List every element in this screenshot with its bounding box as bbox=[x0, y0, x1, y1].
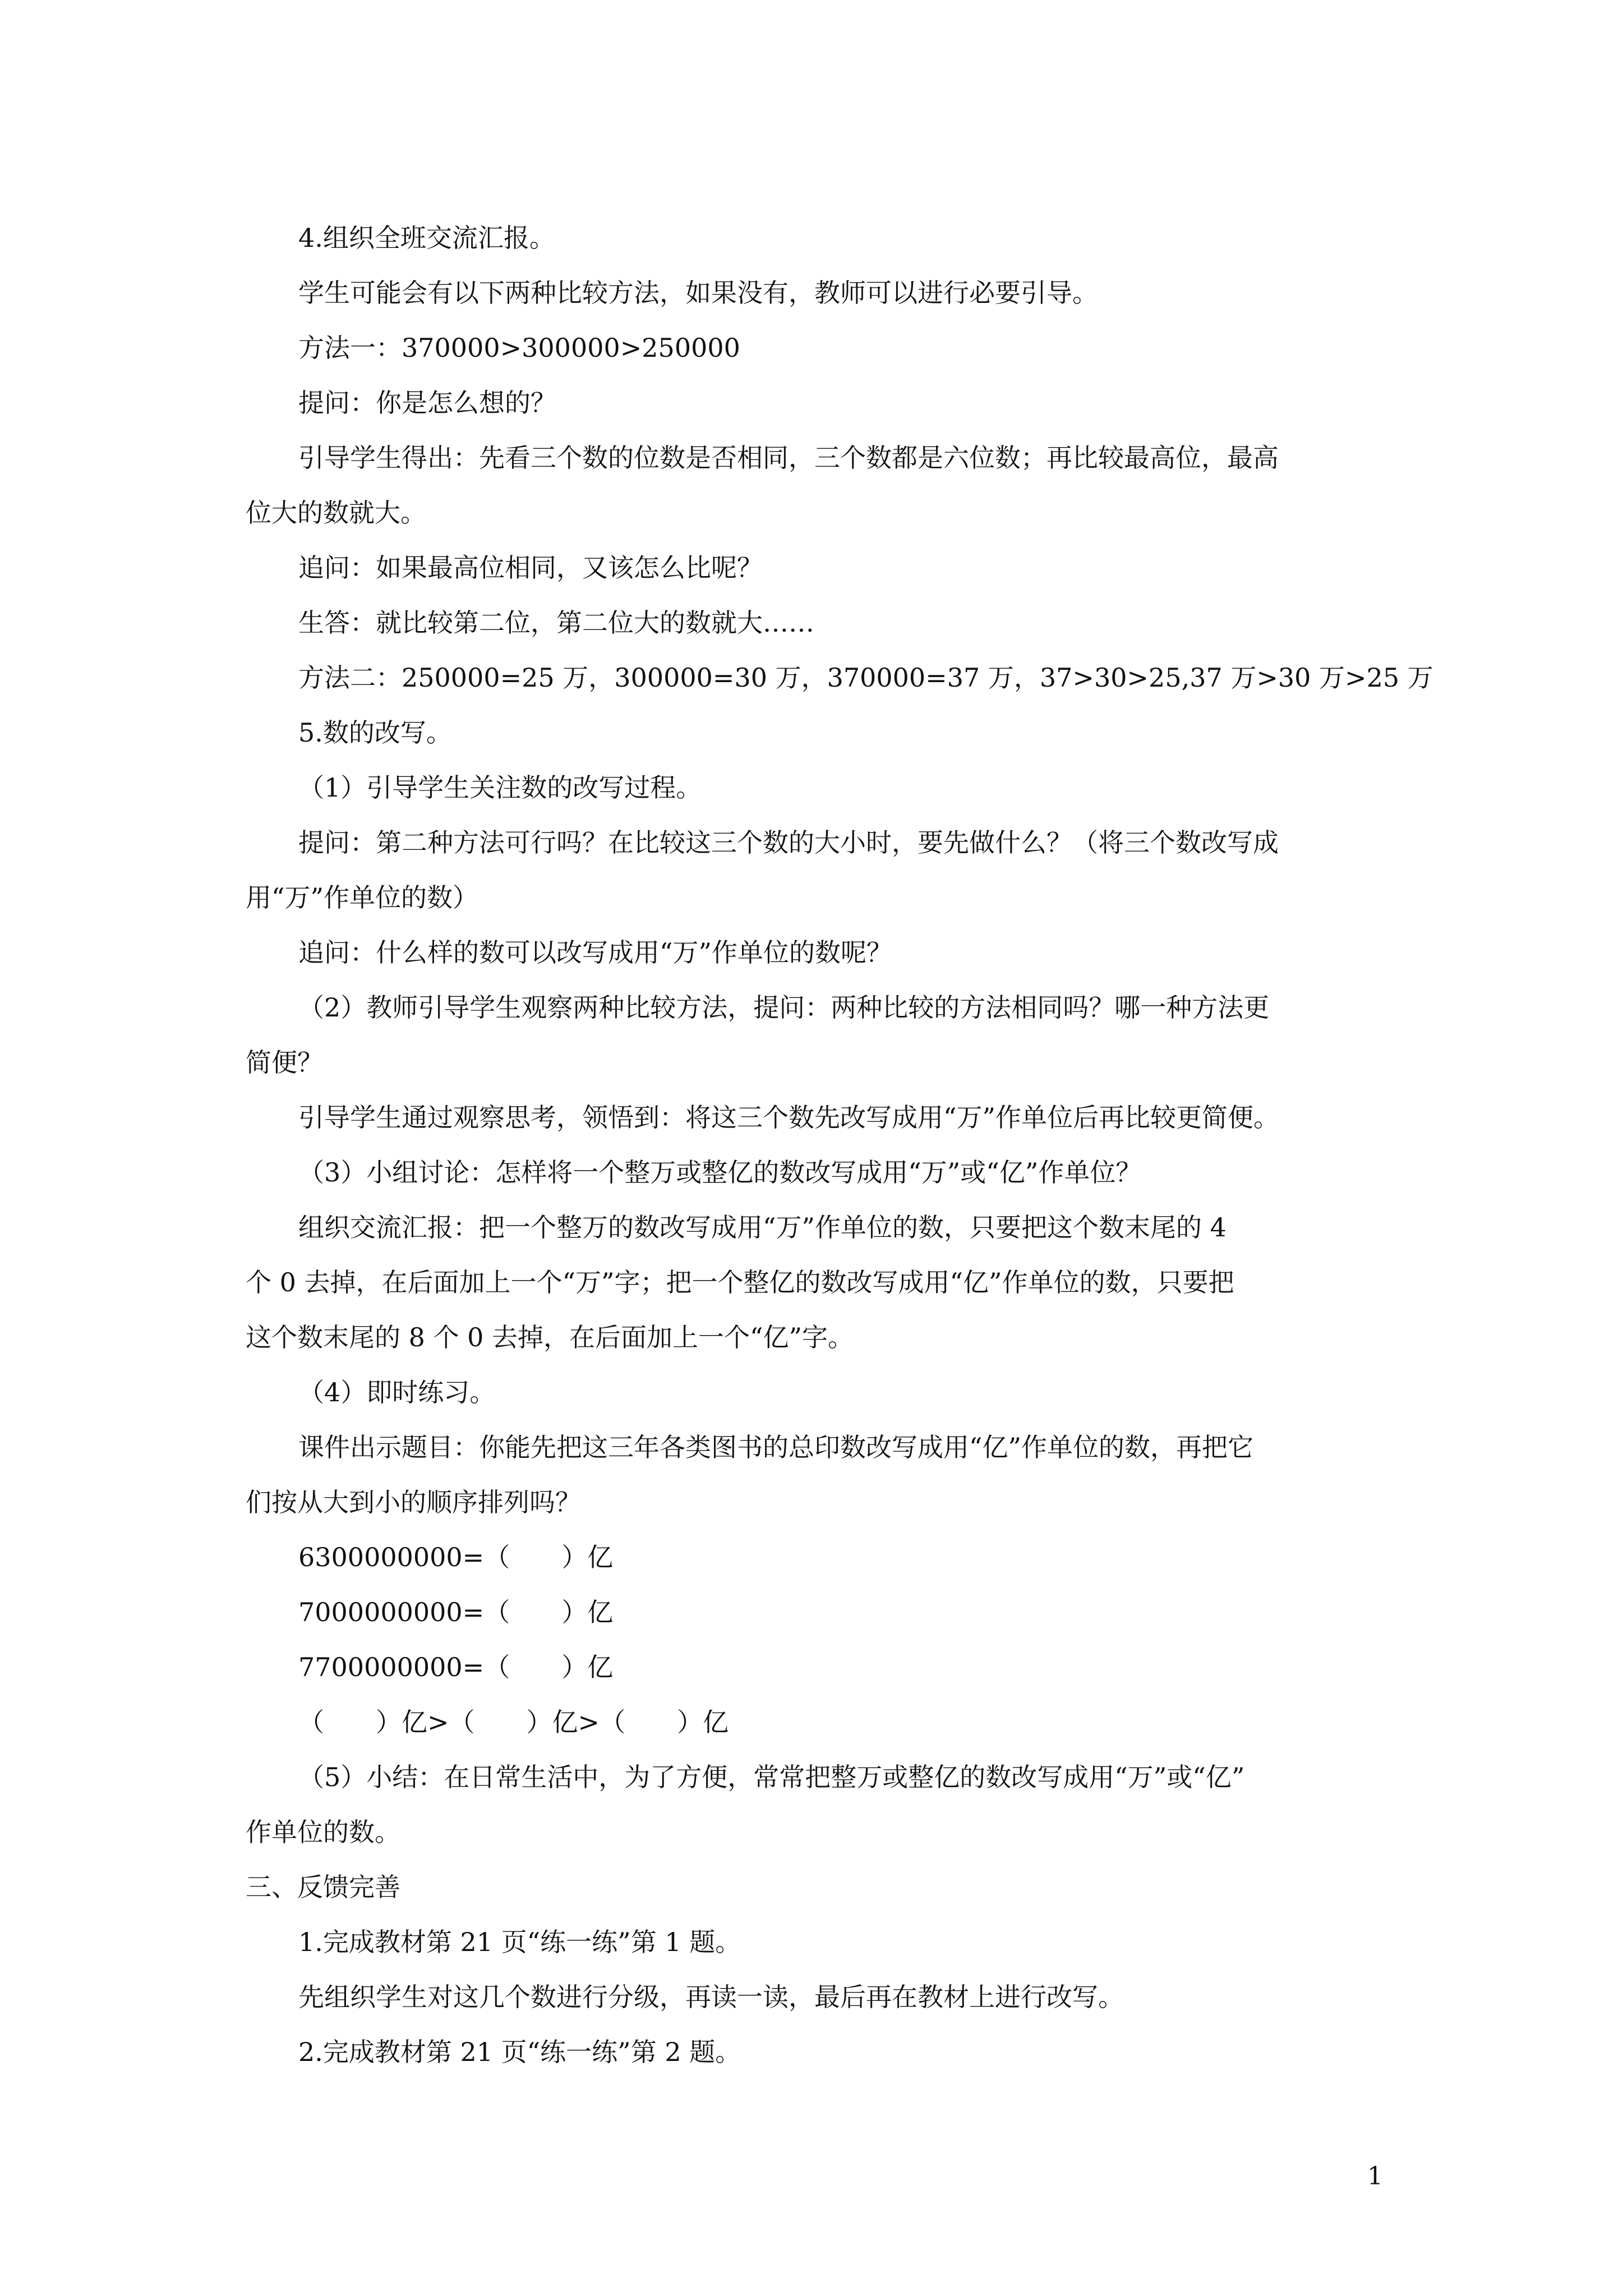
exercise-line: 7700000000=（ ）亿 bbox=[298, 1652, 614, 1682]
paragraph-line: 这个数末尾的 8 个 0 去掉，在后面加上一个“亿”字。 bbox=[246, 1322, 854, 1352]
paragraph-line: 用“万”作单位的数） bbox=[246, 882, 479, 913]
section-heading: 三、反馈完善 bbox=[246, 1872, 400, 1902]
paragraph-line: 2.完成教材第 21 页“练一练”第 2 题。 bbox=[298, 2037, 741, 2067]
paragraph-line: 课件出示题目：你能先把这三年各类图书的总印数改写成用“亿”作单位的数，再把它 bbox=[298, 1432, 1254, 1462]
paragraph-line: 提问：你是怎么想的？ bbox=[298, 388, 556, 418]
paragraph-line: （1）引导学生关注数的改写过程。 bbox=[298, 772, 702, 803]
exercise-line: 6300000000=（ ）亿 bbox=[298, 1542, 614, 1572]
paragraph-line: 简便？ bbox=[246, 1047, 323, 1078]
paragraph-line: 学生可能会有以下两种比较方法，如果没有，教师可以进行必要引导。 bbox=[298, 278, 1098, 308]
paragraph-line: （2）教师引导学生观察两种比较方法，提问：两种比较的方法相同吗？哪一种方法更 bbox=[298, 992, 1270, 1023]
exercise-line: （ ）亿>（ ）亿>（ ）亿 bbox=[298, 1707, 729, 1737]
section-heading: 5.数的改写。 bbox=[298, 717, 452, 748]
paragraph-line: 位大的数就大。 bbox=[246, 498, 426, 528]
document-body bbox=[246, 210, 1433, 2079]
paragraph-line: 提问：第二种方法可行吗？在比较这三个数的大小时，要先做什么？（将三个数改写成 bbox=[298, 827, 1279, 858]
paragraph-line: 方法二：250000=25 万，300000=30 万，370000=37 万，37>30>25,37 万>30 万>25 万 bbox=[298, 662, 1433, 693]
page-number: 1 bbox=[1367, 2162, 1383, 2191]
paragraph-line: （4）即时练习。 bbox=[298, 1377, 496, 1407]
exercise-line: 7000000000=（ ）亿 bbox=[298, 1597, 614, 1627]
paragraph-line: 引导学生通过观察思考，领悟到：将这三个数先改写成用“万”作单位后再比较更简便。 bbox=[298, 1102, 1280, 1133]
paragraph-line: 生答：就比较第二位，第二位大的数就大…… bbox=[298, 608, 814, 638]
paragraph-line: 引导学生得出：先看三个数的位数是否相同，三个数都是六位数；再比较最高位，最高 bbox=[298, 443, 1279, 473]
paragraph-line: （5）小结：在日常生活中，为了方便，常常把整万或整亿的数改写成用“万”或“亿” bbox=[298, 1762, 1245, 1792]
paragraph-line: 们按从大到小的顺序排列吗？ bbox=[246, 1487, 581, 1517]
paragraph-line: 方法一：370000>300000>250000 bbox=[298, 333, 740, 363]
paragraph-line: 追问：如果最高位相同，又该怎么比呢？ bbox=[298, 553, 763, 583]
paragraph-line: 追问：什么样的数可以改写成用“万”作单位的数呢？ bbox=[298, 937, 893, 968]
paragraph-line: 1.完成教材第 21 页“练一练”第 1 题。 bbox=[298, 1927, 741, 1957]
paragraph-line: （3）小组讨论：怎样将一个整万或整亿的数改写成用“万”或“亿”作单位？ bbox=[298, 1157, 1142, 1188]
paragraph-line: 先组织学生对这几个数进行分级，再读一读，最后再在教材上进行改写。 bbox=[298, 1982, 1124, 2012]
paragraph-line: 4.组织全班交流汇报。 bbox=[298, 223, 555, 253]
paragraph-line: 组织交流汇报：把一个整万的数改写成用“万”作单位的数，只要把这个数末尾的 4 bbox=[298, 1212, 1227, 1243]
paragraph-line: 作单位的数。 bbox=[246, 1817, 400, 1847]
paragraph-line: 个 0 去掉，在后面加上一个“万”字；把一个整亿的数改写成用“亿”作单位的数，只要把 bbox=[246, 1267, 1234, 1297]
